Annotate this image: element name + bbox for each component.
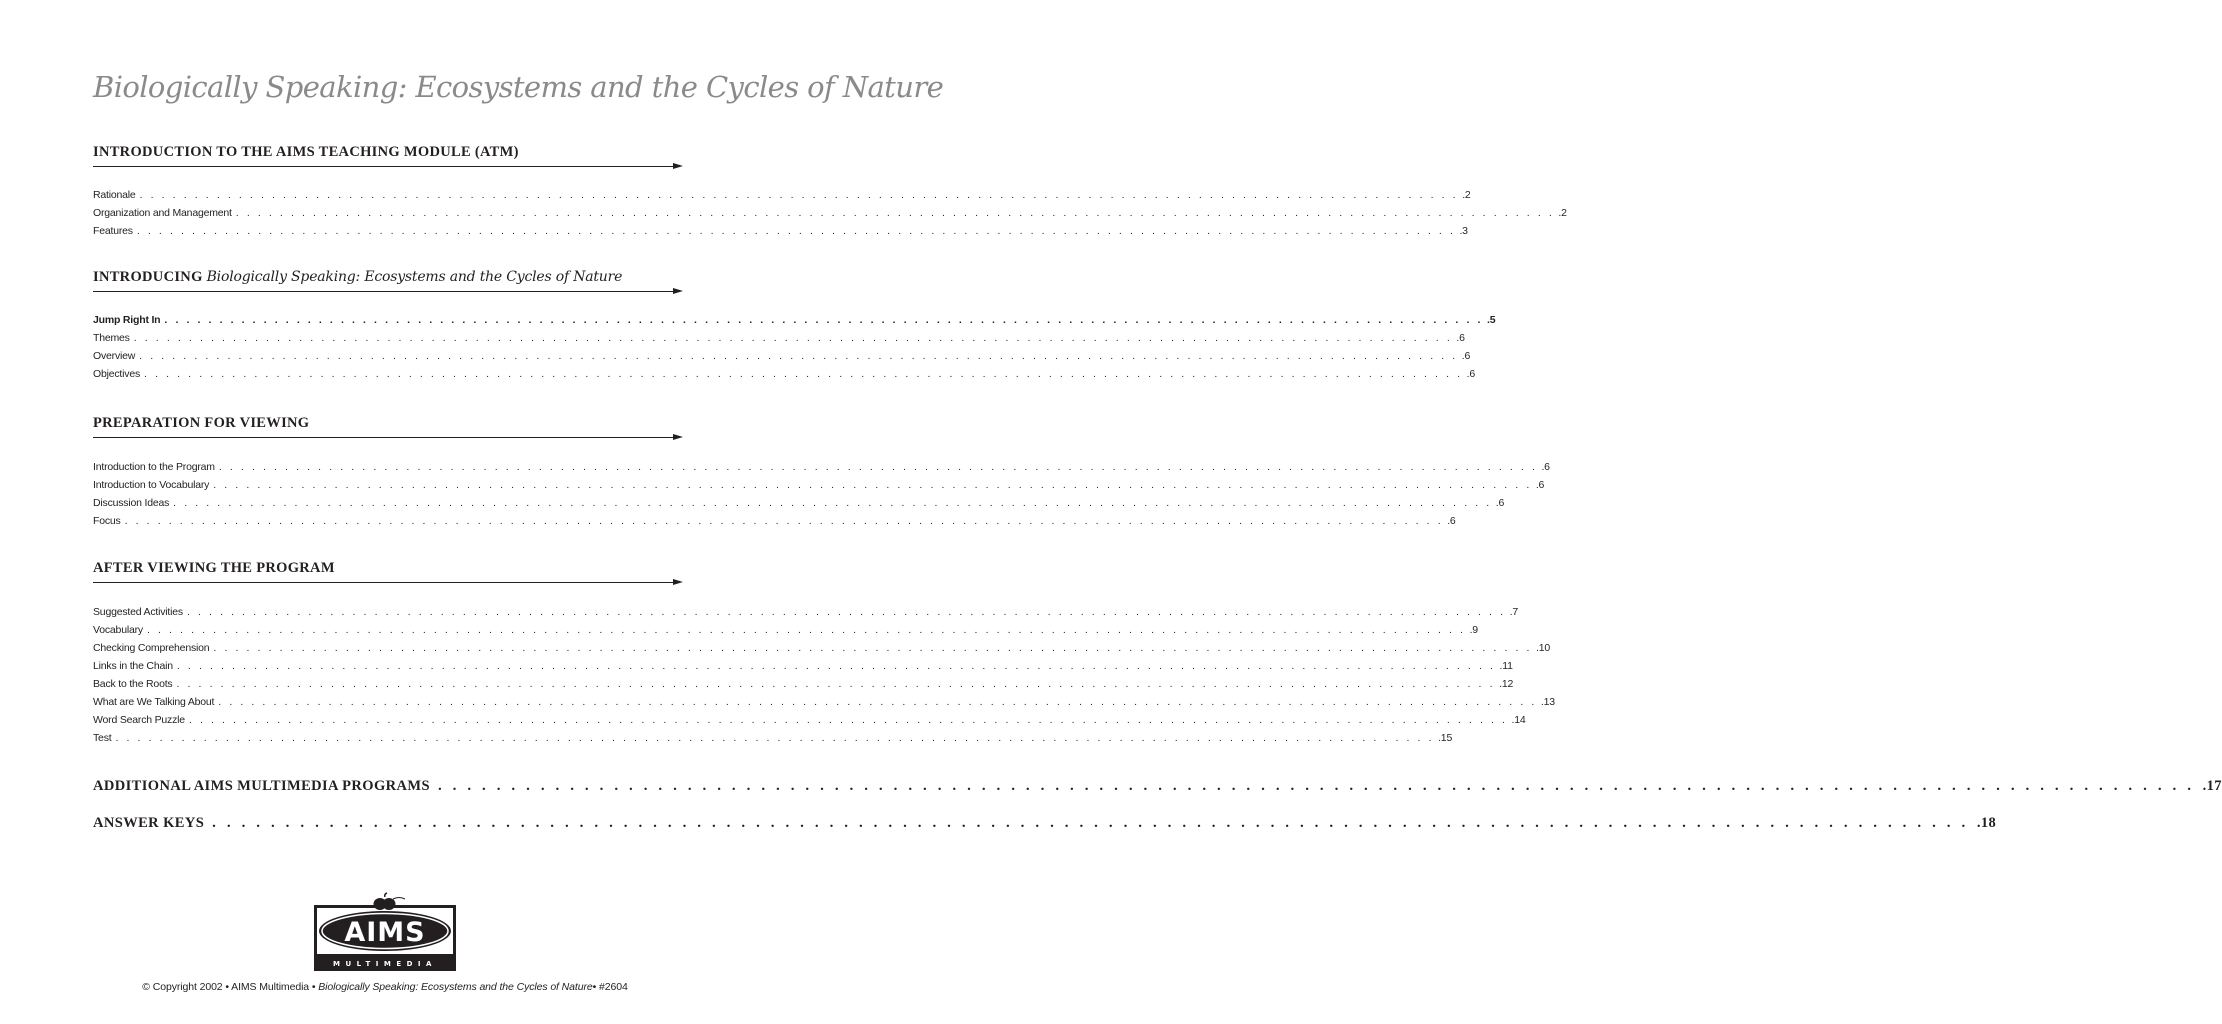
section-heading: AFTER VIEWING THE PROGRAM: [93, 560, 335, 576]
dot-leader: . . . . . . . . . . . . . . . . . . . . . . . . . . . . . . . . . . . . . . . . . . . . . . . . . . . . . . . . . . . . . . . . . . . . . . . . . . . . . . . . . . . . . . . . . . . . . . . . . . . . . . . . . . . . . . . . . . . . . . . .: [139, 189, 1459, 201]
toc-entry-label: What are We Talking About: [93, 696, 215, 708]
toc-entry-label: Discussion Ideas: [93, 497, 170, 509]
toc-section-introducing: [93, 267, 1496, 383]
section-heading-prefix: INTRODUCING: [93, 269, 203, 285]
toc-entry-label: Objectives: [93, 368, 141, 380]
dot-leader: . . . . . . . . . . . . . . . . . . . . . . . . . . . . . . . . . . . . . . . . . . . . . . . . . . . . . . . . . . . . . . . . . . . . . . . . . . . . . . . . . . . . . . . . . . . . . . . . . . . . . . . . . . . . . . . . . . . . . . . .: [133, 332, 1453, 344]
dot-leader: . . . . . . . . . . . . . . . . . . . . . . . . . . . . . . . . . . . . . . . . . . . . . . . . . . . . . . . . . . . . . . . . . . . . . . . . . . . . . . . . . . . . . . . . . . . . . . . . . . . . . . . . . . . . . . . . . . . . . . . .: [136, 225, 1456, 237]
copyright-footer: [0, 981, 770, 993]
toc-entry-label: Word Search Puzzle: [93, 714, 185, 726]
arrow-icon: [673, 579, 683, 585]
toc-entry-page: .14: [1511, 714, 1526, 726]
toc-entry[interactable]: [93, 186, 1471, 204]
toc-entry[interactable]: [93, 329, 1465, 347]
toc-entry-page: .5: [1487, 314, 1496, 326]
arrow-icon: [673, 288, 683, 294]
toc-entry-page: .6: [1495, 497, 1505, 509]
toc-entry-label: Suggested Activities: [93, 606, 183, 618]
toc-entry-label: Links in the Chain: [93, 660, 173, 672]
section-heading: PREPARATION FOR VIEWING: [93, 415, 310, 431]
toc-section-preparation: [93, 413, 1550, 530]
toc-entry-label: Focus: [93, 515, 121, 527]
toc-entry[interactable]: [93, 311, 1496, 329]
dot-leader: . . . . . . . . . . . . . . . . . . . . . . . . . . . . . . . . . . . . . . . . . . . . . . . . . . . . . . . . . . . . . . . . . . . . . . . . . . . . . . . . . . . . . . . . . . . . . . . . . . . . . . . . . . . . . . . . . . . . . . . .: [186, 606, 1506, 618]
toc-entry[interactable]: [93, 639, 1551, 657]
toc-entry[interactable]: [93, 222, 1468, 240]
toc-entry[interactable]: [93, 729, 1453, 747]
toc-entry-answer-keys[interactable]: [93, 812, 1997, 834]
toc-entry[interactable]: [93, 365, 1476, 383]
section-heading: INTRODUCTION TO THE AIMS TEACHING MODULE (ATM): [93, 144, 519, 160]
toc-entry[interactable]: [93, 621, 1478, 639]
toc-entry-page: .6: [1447, 515, 1456, 527]
toc-entry-label: Rationale: [93, 189, 136, 201]
dot-leader: . . . . . . . . . . . . . . . . . . . . . . . . . . . . . . . . . . . . . . . . . . . . . . . . . . . . . . . . . . . . . . . . . . . . . . . . . . . . . . . . . . . . . . . . . . . . . . . . . . . . . . . . . . . . . . . . . . . . . . . .: [188, 714, 1508, 726]
logo-tagline-text: MULTIMEDIA: [333, 960, 437, 968]
toc-entry-page: .12: [1499, 678, 1514, 690]
dot-leader: . . . . . . . . . . . . . . . . . . . . . . . . . . . . . . . . . . . . . . . . . . . . . . . . . . . . . . . . . . . . . . . . . . . . . . . . . . . . . . . . . . . . . . . . . . . . . . . . . . . . . . . . . . . . . . . . . . . . . . . .: [218, 696, 1537, 708]
toc-entry-page: .6: [1456, 332, 1465, 344]
dot-leader: . . . . . . . . . . . . . . . . . . . . . . . . . . . . . . . . . . . . . . . . . . . . . . . . . . . . . . . . . . . . . . . . . . . . . . . . . . . . . . . . . . . . . . . . . . . . . . . . . . . . . . . . . . . . . . . . . . . . . . . .: [235, 207, 1555, 219]
toc-entry[interactable]: [93, 675, 1514, 693]
toc-entry-page: .2: [1558, 207, 1567, 219]
toc-entry-label: ADDITIONAL AIMS MULTIMEDIA PROGRAMS: [93, 778, 430, 794]
toc-entry-label: ANSWER KEYS: [93, 815, 205, 831]
arrow-icon: [673, 434, 683, 440]
toc-entry-page: .18: [1976, 815, 1997, 831]
toc-entry-page: .3: [1459, 225, 1468, 237]
toc-entry-additional-programs[interactable]: [93, 775, 2222, 797]
section-heading-title: Biologically Speaking: Ecosystems and the Cycles of Nature: [206, 269, 623, 285]
toc-entry-page: .11: [1499, 660, 1513, 672]
toc-entry-page: .6: [1466, 368, 1476, 380]
dot-leader: . . . . . . . . . . . . . . . . . . . . . . . . . . . . . . . . . . . . . . . . . . . . . . . . . . . . . . . . . . . . . . . . . . . . . . . . . . . . . . . . . . . . . . . . . . . . . . . . . . . . . . . . . . . . . . . . . . . . . . . .: [437, 778, 2195, 794]
dot-leader: . . . . . . . . . . . . . . . . . . . . . . . . . . . . . . . . . . . . . . . . . . . . . . . . . . . . . . . . . . . . . . . . . . . . . . . . . . . . . . . . . . . . . . . . . . . . . . . . . . . . . . . . . . . . . . . . . . . . . . . .: [212, 815, 1969, 831]
document-title: Biologically Speaking: Ecosystems and the Cycles of Nature: [93, 70, 944, 104]
toc-entry[interactable]: [93, 711, 1526, 729]
toc-entry-page: .10: [1536, 642, 1551, 654]
toc-entry[interactable]: [93, 494, 1505, 512]
toc-entry[interactable]: [93, 476, 1545, 494]
footer-prefix: © Copyright 2002 • AIMS Multimedia •: [142, 981, 316, 993]
dot-leader: . . . . . . . . . . . . . . . . . . . . . . . . . . . . . . . . . . . . . . . . . . . . . . . . . . . . . . . . . . . . . . . . . . . . . . . . . . . . . . . . . . . . . . . . . . . . . . . . . . . . . . . . . . . . . . . . . . . . . . . .: [164, 314, 1484, 326]
dot-leader: . . . . . . . . . . . . . . . . . . . . . . . . . . . . . . . . . . . . . . . . . . . . . . . . . . . . . . . . . . . . . . . . . . . . . . . . . . . . . . . . . . . . . . . . . . . . . . . . . . . . . . . . . . . . . . . . . . . . . . . .: [173, 497, 1492, 509]
toc-entry-label: Overview: [93, 350, 136, 362]
toc-entry-page: .6: [1461, 350, 1471, 362]
arrow-icon: [673, 163, 683, 169]
logo-brand-text: AIMS: [344, 917, 426, 948]
toc-entry-label: Introduction to the Program: [93, 461, 215, 473]
dot-leader: . . . . . . . . . . . . . . . . . . . . . . . . . . . . . . . . . . . . . . . . . . . . . . . . . . . . . . . . . . . . . . . . . . . . . . . . . . . . . . . . . . . . . . . . . . . . . . . . . . . . . . . . . . . . . . . . . . . . . . . .: [213, 479, 1532, 491]
toc-entry[interactable]: [93, 657, 1513, 675]
footer-suffix: • #2604: [592, 981, 628, 993]
toc-entry[interactable]: [93, 693, 1555, 711]
dot-leader: . . . . . . . . . . . . . . . . . . . . . . . . . . . . . . . . . . . . . . . . . . . . . . . . . . . . . . . . . . . . . . . . . . . . . . . . . . . . . . . . . . . . . . . . . . . . . . . . . . . . . . . . . . . . . . . . . . . . . . . .: [176, 660, 1496, 672]
toc-entry-page: .7: [1509, 606, 1518, 618]
toc-entry[interactable]: [93, 204, 1567, 222]
toc-entry-page: .6: [1541, 461, 1550, 473]
toc-entry-label: Vocabulary: [93, 624, 143, 636]
heading-arrow-rule: [93, 434, 683, 442]
toc-entry[interactable]: [93, 603, 1518, 621]
toc-entry[interactable]: [93, 347, 1471, 365]
toc-entry-page: .6: [1535, 479, 1545, 491]
toc-entry-page: .9: [1469, 624, 1478, 636]
heading-arrow-rule: [93, 579, 683, 587]
dot-leader: . . . . . . . . . . . . . . . . . . . . . . . . . . . . . . . . . . . . . . . . . . . . . . . . . . . . . . . . . . . . . . . . . . . . . . . . . . . . . . . . . . . . . . . . . . . . . . . . . . . . . . . . . . . . . . . . . . . . . . . .: [124, 515, 1444, 527]
toc-section-atm: [93, 142, 1567, 240]
toc-entry-label: Checking Comprehension: [93, 642, 210, 654]
dot-leader: . . . . . . . . . . . . . . . . . . . . . . . . . . . . . . . . . . . . . . . . . . . . . . . . . . . . . . . . . . . . . . . . . . . . . . . . . . . . . . . . . . . . . . . . . . . . . . . . . . . . . . . . . . . . . . . . . . . . . . . .: [146, 624, 1466, 636]
dot-leader: . . . . . . . . . . . . . . . . . . . . . . . . . . . . . . . . . . . . . . . . . . . . . . . . . . . . . . . . . . . . . . . . . . . . . . . . . . . . . . . . . . . . . . . . . . . . . . . . . . . . . . . . . . . . . . . . . . . . . . . .: [115, 732, 1435, 744]
toc-entry-page: .13: [1540, 696, 1555, 708]
toc-entry[interactable]: [93, 458, 1550, 476]
toc-entry-label: Jump Right In: [93, 314, 161, 326]
dot-leader: . . . . . . . . . . . . . . . . . . . . . . . . . . . . . . . . . . . . . . . . . . . . . . . . . . . . . . . . . . . . . . . . . . . . . . . . . . . . . . . . . . . . . . . . . . . . . . . . . . . . . . . . . . . . . . . . . . . . . . . .: [213, 642, 1533, 654]
toc-entry-page: .15: [1438, 732, 1453, 744]
toc-entry-label: Test: [93, 732, 112, 744]
dot-leader: . . . . . . . . . . . . . . . . . . . . . . . . . . . . . . . . . . . . . . . . . . . . . . . . . . . . . . . . . . . . . . . . . . . . . . . . . . . . . . . . . . . . . . . . . . . . . . . . . . . . . . . . . . . . . . . . . . . . . . . .: [176, 678, 1496, 690]
footer-title: Biologically Speaking: Ecosystems and the Cycles of Nature: [318, 981, 593, 993]
section-heading: [93, 267, 683, 287]
dot-leader: . . . . . . . . . . . . . . . . . . . . . . . . . . . . . . . . . . . . . . . . . . . . . . . . . . . . . . . . . . . . . . . . . . . . . . . . . . . . . . . . . . . . . . . . . . . . . . . . . . . . . . . . . . . . . . . . . . . . . . . .: [144, 368, 1463, 380]
toc-entry-label: Introduction to Vocabulary: [93, 479, 210, 491]
toc-entry-label: Features: [93, 225, 133, 237]
toc-entry-label: Back to the Roots: [93, 678, 173, 690]
heading-arrow-rule: [93, 163, 683, 171]
toc-entry-label: Themes: [93, 332, 130, 344]
toc-entry-page: .17: [2202, 778, 2222, 794]
toc-entry[interactable]: [93, 512, 1456, 530]
dot-leader: . . . . . . . . . . . . . . . . . . . . . . . . . . . . . . . . . . . . . . . . . . . . . . . . . . . . . . . . . . . . . . . . . . . . . . . . . . . . . . . . . . . . . . . . . . . . . . . . . . . . . . . . . . . . . . . . . . . . . . . .: [218, 461, 1538, 473]
toc-section-after-viewing: [93, 558, 1555, 747]
toc-entry-page: .2: [1462, 189, 1471, 201]
dot-leader: . . . . . . . . . . . . . . . . . . . . . . . . . . . . . . . . . . . . . . . . . . . . . . . . . . . . . . . . . . . . . . . . . . . . . . . . . . . . . . . . . . . . . . . . . . . . . . . . . . . . . . . . . . . . . . . . . . . . . . . .: [139, 350, 1458, 362]
toc-entry-label: Organization and Management: [93, 207, 232, 219]
heading-arrow-rule: [93, 288, 683, 296]
aims-multimedia-logo: [314, 895, 456, 971]
